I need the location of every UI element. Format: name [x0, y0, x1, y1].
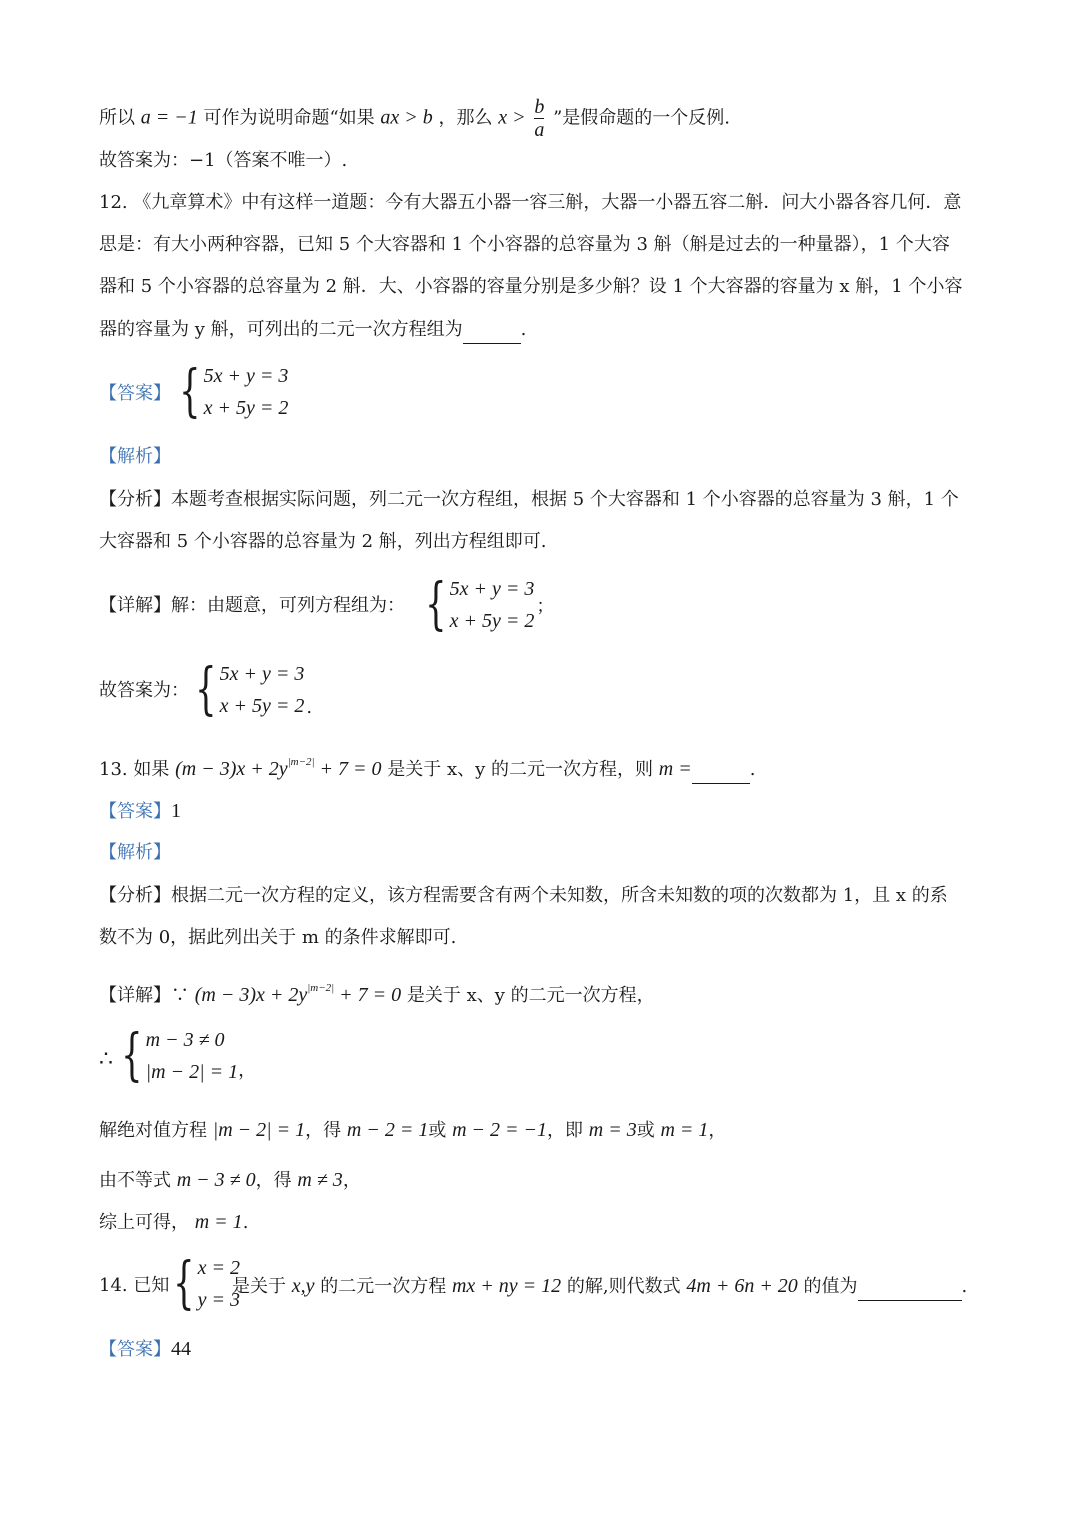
q14-answer: 【答案】44	[99, 1338, 191, 1360]
brace-icon: {	[121, 1023, 143, 1088]
q13-analysis-heading: 【解析】	[99, 842, 171, 863]
text: ，那么	[438, 107, 493, 129]
q12-xiangjie: 【详解】解：由题意，可列方程组为：	[99, 595, 405, 616]
question-12-line-2: 思是：有大小两种容器，已知 5 个大容器和 1 个小容器的总容量为 3 斛（斛是过去的一种量器），1 个大容	[99, 234, 950, 255]
question-14-prefix: 14. 已知	[99, 1275, 170, 1296]
answer-blank	[858, 1280, 962, 1301]
q12-xiangjie-system: { 5x + y = 3 x + 5y = 2 ；	[425, 572, 555, 637]
question-12-line-3: 器和 5 个小容器的总容量为 2 斛．大、小容器的容量分别是多少斛？设 1 个大容器的容量为 x 斛，1 个小容	[99, 276, 963, 297]
brace-icon: {	[173, 1251, 195, 1316]
q13-answer: 【答案】1	[99, 800, 181, 822]
q12-fenxi-line-2: 大容器和 5 个小容器的总容量为 2 斛，列出方程组即可.	[99, 531, 547, 552]
therefore-symbol: ∴	[99, 1047, 113, 1072]
q14-system: { x = 2 y = 3	[173, 1251, 241, 1316]
text: 所以	[99, 107, 135, 129]
q13-ineq-line: 由不等式 m − 3 ≠ 0，得 m ≠ 3，	[99, 1169, 361, 1191]
q12-fenxi-line-1: 【分析】本题考查根据实际问题，列二元一次方程组，根据 5 个大容器和 1 个小容器的总容量为 3 斛，1 个	[99, 489, 959, 510]
answer-line-11: 故答案为：−1（答案不唯一）.	[99, 150, 348, 171]
reasoning-line-1	[99, 96, 730, 141]
q13-system: { m − 3 ≠ 0 |m − 2| = 1 ，	[121, 1023, 257, 1088]
text: 可作为说明命题“如果	[203, 107, 375, 129]
q13-abs-line: 解绝对值方程 |m − 2| = 1，得 m − 2 = 1或 m − 2 = −1，即 m = 3或 m = 1，	[99, 1119, 727, 1141]
question-12-line-4: 器的容量为 y 斛，可列出的二元一次方程组为 .	[99, 316, 526, 344]
answer-blank	[463, 323, 521, 344]
question-14-body: 是关于 x,y 的二元一次方程 mx + ny = 12 的解,则代数式 4m + 6n + 20 的值为 .	[232, 1272, 967, 1301]
text: ”是假命题的一个反例.	[553, 107, 731, 129]
question-13: 13. 如果 $(m - 3)x + 2y^{|m-2|} + 7 = 0$ 是关于 x、y 的二元一次方程，则 m = .	[99, 748, 755, 784]
math-expr: $(m - 3)x + 2y^{|m-2|} + 7 = 0$	[194, 982, 402, 1006]
brace-icon: {	[195, 657, 217, 722]
q13-conclusion: 综上可得， m = 1.	[99, 1211, 249, 1233]
q12-final-system: { 5x + y = 3 x + 5y = 2 .	[195, 657, 313, 722]
brace-icon: {	[425, 572, 447, 637]
q12-analysis-heading: 【解析】	[99, 446, 171, 467]
q12-answer-label: 【答案】	[99, 383, 171, 404]
q13-xiangjie: 【详解】∵ $(m - 3)x + 2y^{|m-2|} + 7 = 0$ 是关于 x、y 的二元一次方程，	[99, 982, 655, 1006]
q12-final: 故答案为：	[99, 680, 189, 701]
brace-icon: {	[179, 359, 201, 424]
answer-blank	[692, 763, 750, 784]
fraction-b-over-a: $\frac{b}{a}$	[534, 96, 545, 141]
math-expr: a = −1	[140, 106, 198, 129]
q13-fenxi-line-2: 数不为 0，据此列出关于 m 的条件求解即可.	[99, 927, 457, 948]
q13-fenxi-line-1: 【分析】根据二元一次方程的定义，该方程需要含有两个未知数，所含未知数的项的次数都为 1，且 x 的系	[99, 885, 948, 906]
question-12-line-1: 12. 《九章算术》中有这样一道题：今有大器五小器一容三斛，大器一小器五容二斛．问大小器各容几何．意	[99, 192, 962, 213]
math-expr: $(m - 3)x + 2y^{|m-2|} + 7 = 0$	[175, 756, 382, 780]
math-expr: x >	[498, 106, 526, 129]
q12-answer-system: { 5x + y = 3 x + 5y = 2	[179, 359, 289, 424]
math-expr: ax > b	[380, 106, 433, 129]
